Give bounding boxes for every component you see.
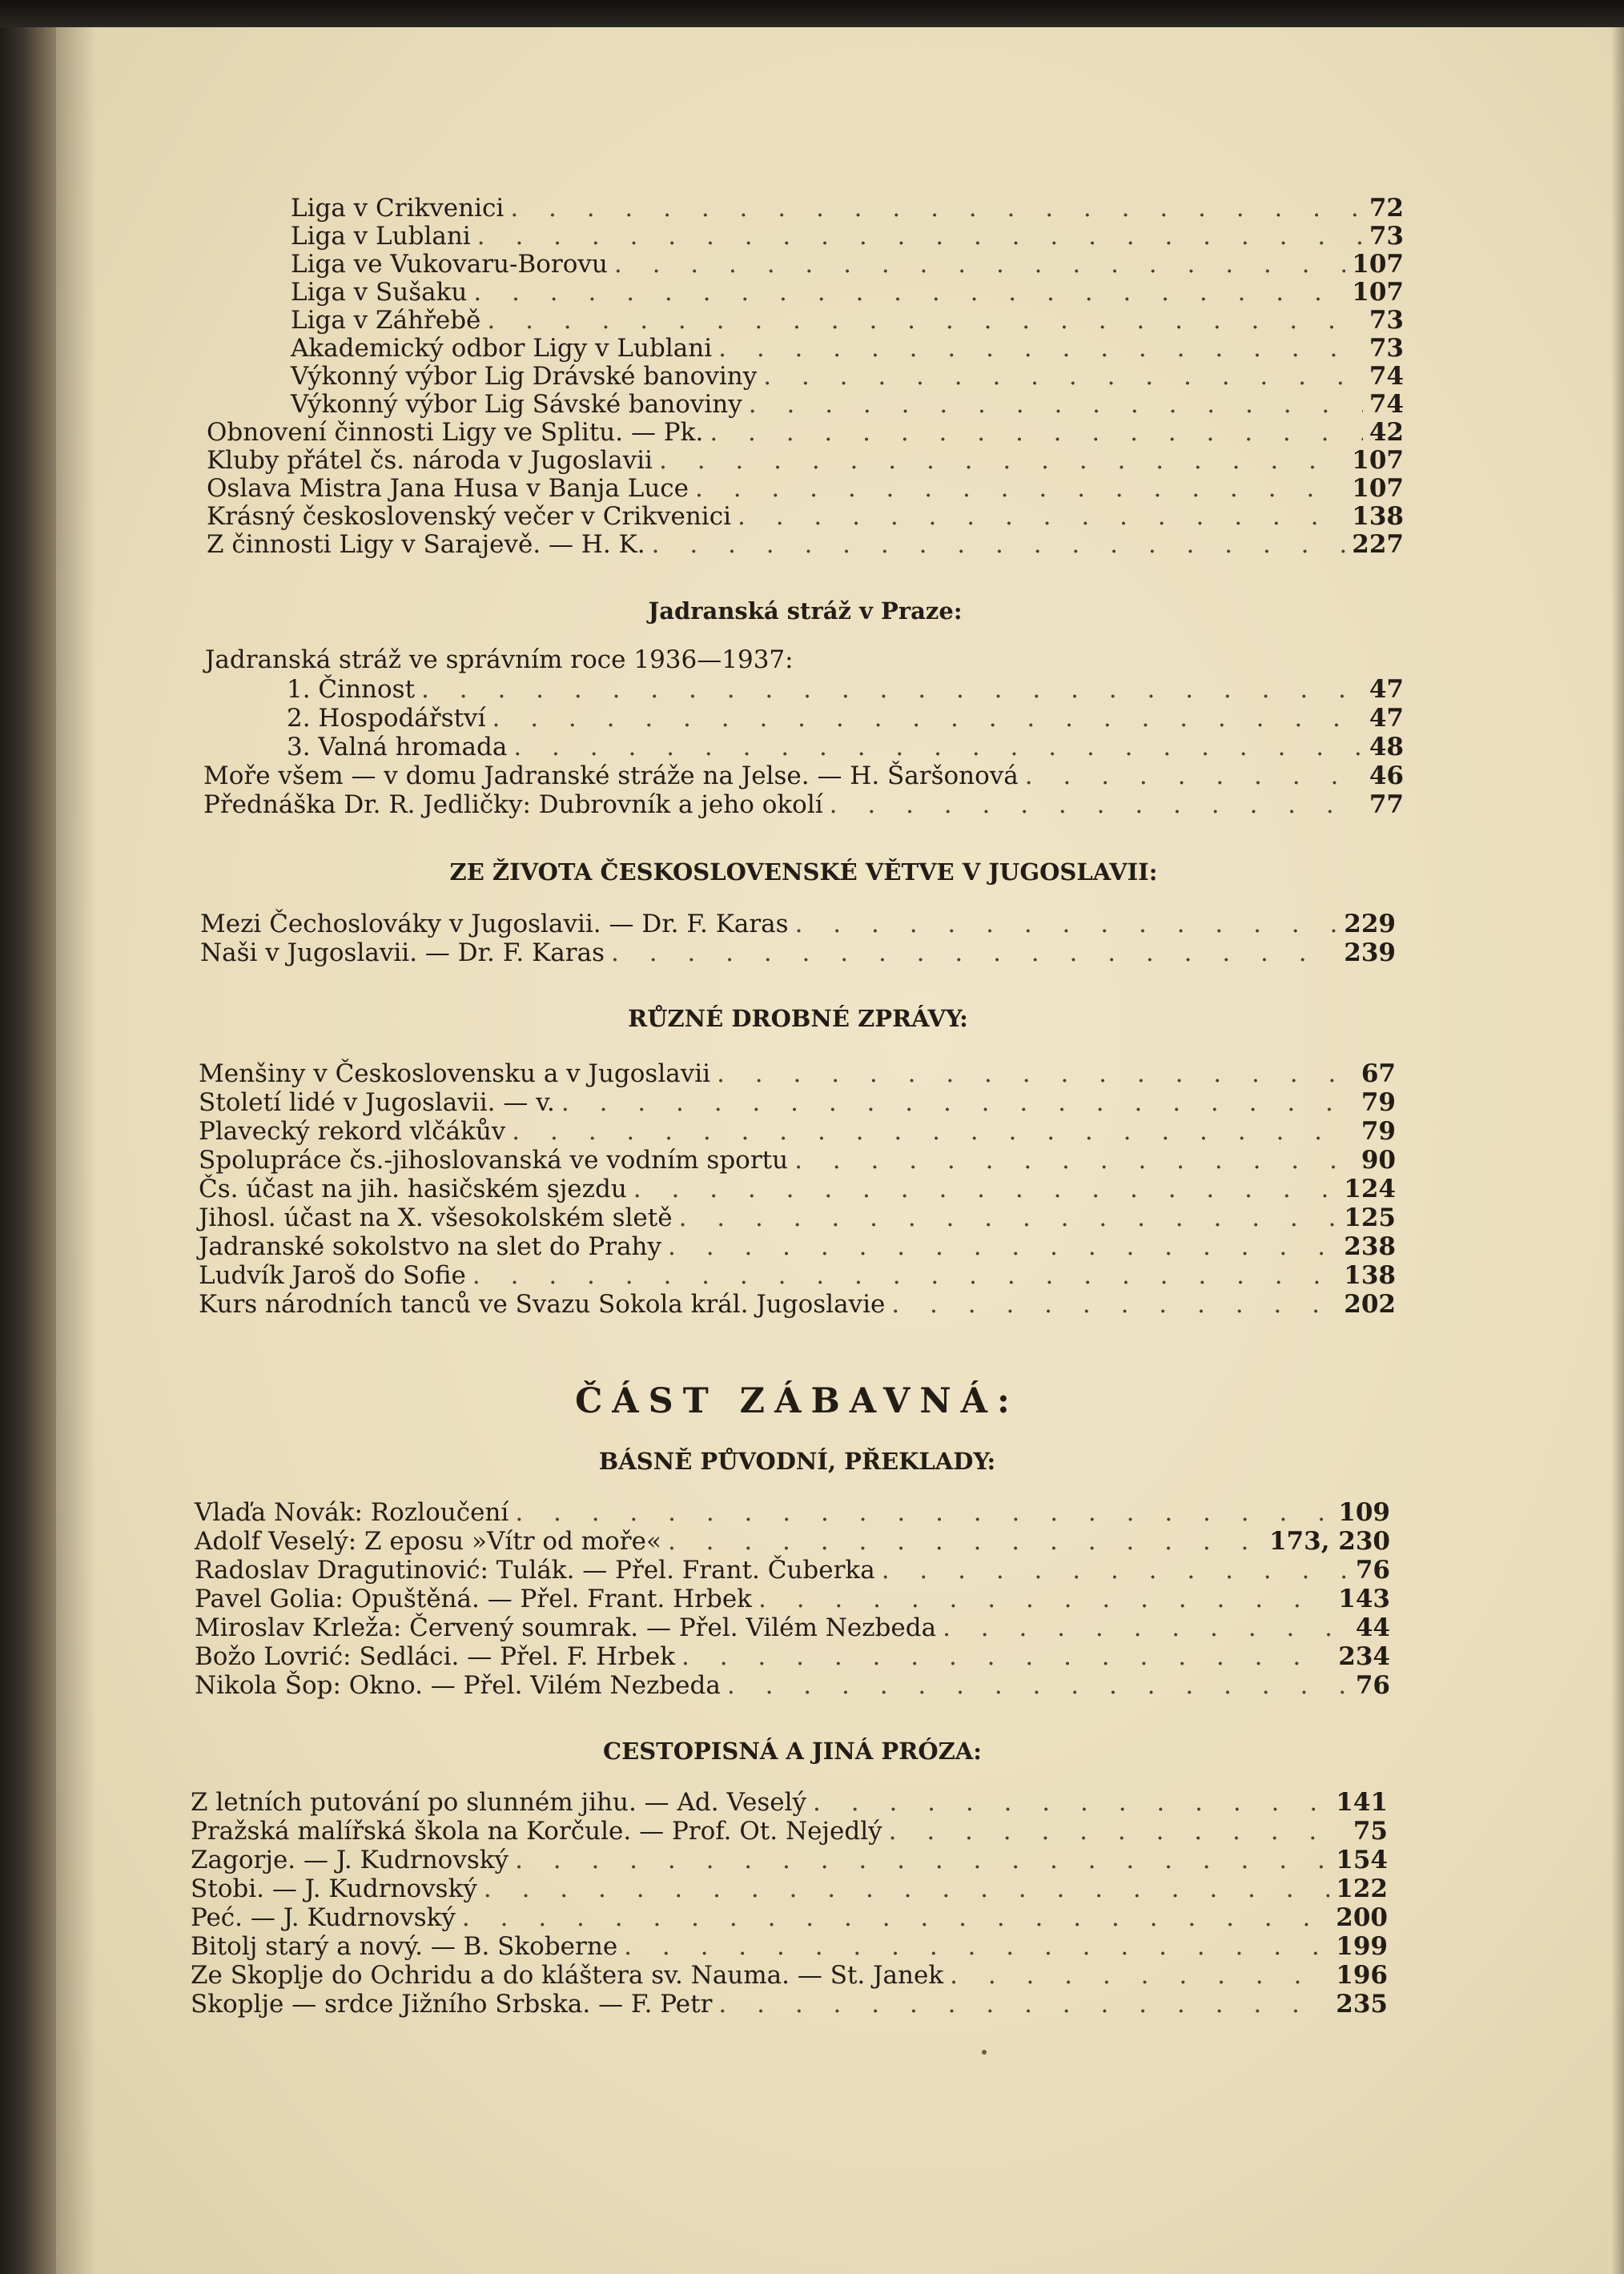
toc-entry	[207, 418, 1404, 447]
leader-dots	[882, 1556, 1349, 1585]
toc-entry	[291, 278, 1404, 307]
entry-page: 76	[1355, 1556, 1390, 1585]
toc-entry	[199, 1146, 1396, 1175]
leader-dots	[477, 222, 1363, 251]
entry-title: Bitolj starý a nový. — B. Skoberne	[191, 1932, 618, 1961]
leader-dots	[611, 938, 1337, 967]
entry-page: 141	[1336, 1788, 1388, 1817]
book-spine	[0, 0, 56, 2274]
toc-entry	[195, 1642, 1390, 1671]
toc-entry	[291, 250, 1404, 279]
entry-page: 227	[1352, 530, 1404, 559]
entry-title: Nikola Šop: Okno. — Přel. Vilém Nezbeda	[195, 1671, 721, 1700]
entry-page: 234	[1338, 1642, 1390, 1671]
entry-title: Liga v Lublani	[291, 222, 471, 251]
entry-title: Radoslav Dragutinović: Tulák. — Přel. Frant. Čuberka	[195, 1556, 875, 1585]
toc-entry	[291, 362, 1404, 391]
leader-dots	[950, 1961, 1329, 1990]
entry-title: Spolupráce čs.-jihoslovanská ve vodním sportu	[199, 1146, 789, 1175]
entry-title: Krásný československý večer v Crikvenici	[207, 502, 731, 531]
toc-entry	[287, 675, 1404, 704]
entry-title: Stobi. — J. Kudrnovský	[191, 1874, 477, 1903]
entry-title: Miroslav Krleža: Červený soumrak. — Přel. Vilém Nezbeda	[195, 1613, 937, 1642]
leader-dots	[472, 1261, 1337, 1290]
entry-page: 107	[1352, 474, 1404, 503]
entry-title: Menšiny v Československu a v Jugoslavii	[199, 1059, 711, 1088]
entry-page: 73	[1369, 306, 1404, 335]
entry-page: 48	[1369, 733, 1404, 761]
right-edge	[1611, 27, 1624, 2274]
entry-title: 3. Valná hromada	[287, 733, 508, 761]
entry-title: Pavel Golia: Opuštěná. — Přel. Frant. Hrbek	[195, 1585, 752, 1613]
entry-page: 76	[1355, 1671, 1390, 1700]
leader-dots	[717, 1059, 1355, 1088]
toc-entry	[199, 1203, 1396, 1232]
entry-title: Plavecký rekord vlčákův	[199, 1117, 506, 1146]
leader-dots	[758, 1585, 1332, 1613]
entry-title: Oslava Mistra Jana Husa v Banja Luce	[207, 474, 689, 503]
toc-entry	[191, 1990, 1388, 2019]
entry-page: 122	[1336, 1874, 1388, 1903]
entry-page: 229	[1344, 910, 1396, 938]
entry-title: Adolf Veselý: Z eposu »Vítr od moře«	[195, 1527, 661, 1556]
leader-dots	[891, 1290, 1337, 1319]
gutter-shadow	[56, 27, 96, 2274]
toc-entry	[199, 1261, 1396, 1290]
toc-entry	[195, 1498, 1390, 1527]
toc-entry	[291, 306, 1404, 335]
entry-title: Ze Skoplje do Ochridu a do kláštera sv. Nauma. — St. Janek	[191, 1961, 944, 1990]
toc-entry	[287, 733, 1404, 761]
toc-entry	[191, 1846, 1388, 1874]
entry-title: Kurs národních tanců ve Svazu Sokola král. Jugoslavie	[199, 1290, 886, 1319]
toc-entry	[195, 1556, 1390, 1585]
toc-entry	[291, 334, 1404, 363]
leader-dots	[943, 1613, 1349, 1642]
leader-dots	[473, 278, 1345, 307]
entry-title: Pražská malířská škola na Korčule. — Prof. Ot. Nejedlý	[191, 1817, 882, 1846]
entry-title: Zagorje. — J. Kudrnovský	[191, 1846, 509, 1874]
entry-page: 74	[1369, 362, 1404, 391]
toc-entry	[199, 1059, 1396, 1088]
toc-entry	[199, 1175, 1396, 1203]
entry-page: 42	[1369, 418, 1404, 447]
entry-title: Mezi Čechoslováky v Jugoslavii. — Dr. F. Karas	[200, 910, 789, 938]
toc-entry	[199, 1088, 1396, 1117]
leader-dots	[515, 1846, 1329, 1874]
toc-entry	[191, 1788, 1388, 1817]
entry-page: 138	[1344, 1261, 1396, 1290]
leader-dots	[624, 1932, 1329, 1961]
section-heading: BÁSNĚ PŮVODNÍ, PŘEKLADY:	[598, 1448, 996, 1475]
entry-title: Božo Lovrić: Sedláci. — Přel. F. Hrbek	[195, 1642, 675, 1671]
toc-entry	[199, 1290, 1396, 1319]
entry-title: Jihosl. účast na X. všesokolském sletě	[199, 1203, 673, 1232]
entry-page: 74	[1369, 390, 1404, 419]
leader-dots	[652, 530, 1346, 559]
entry-page: 44	[1355, 1613, 1390, 1642]
leader-dots	[695, 474, 1345, 503]
toc-entry	[207, 502, 1404, 531]
entry-title: Výkonný výbor Lig Drávské banoviny	[291, 362, 758, 391]
toc-entry	[200, 910, 1396, 938]
top-edge	[0, 0, 1624, 27]
entry-page: 173, 230	[1268, 1527, 1390, 1556]
entry-title: Skoplje — srdce Jižního Srbska. — F. Petr	[191, 1990, 713, 2019]
entry-title: Výkonný výbor Lig Sávské banoviny	[291, 390, 742, 419]
section-heading: RŮZNÉ DROBNÉ ZPRÁVY:	[628, 1005, 968, 1032]
entry-title: Akademický odbor Ligy v Lublani	[291, 334, 713, 363]
toc-entry	[199, 1117, 1396, 1146]
section-heading: CESTOPISNÁ A JINÁ PRÓZA:	[603, 1738, 982, 1765]
leader-dots	[679, 1203, 1338, 1232]
entry-page: 124	[1344, 1175, 1396, 1203]
toc-entry	[207, 474, 1404, 503]
leader-dots	[794, 1146, 1355, 1175]
toc-entry	[207, 446, 1404, 475]
entry-title: Peć. — J. Kudrnovský	[191, 1903, 456, 1932]
leader-dots	[510, 194, 1363, 223]
toc-entry	[203, 761, 1404, 790]
leader-dots	[668, 1527, 1263, 1556]
entry-title: Jadranská stráž ve správním roce 1936—1937:	[205, 645, 794, 674]
leader-dots	[462, 1903, 1329, 1932]
entry-page: 47	[1369, 675, 1404, 704]
leader-dots	[668, 1232, 1337, 1261]
entry-page: 125	[1344, 1203, 1396, 1232]
entry-title: Obnovení činnosti Ligy ve Splitu. — Pk.	[207, 418, 704, 447]
toc-entry	[287, 704, 1404, 733]
entry-page: 75	[1353, 1817, 1388, 1846]
entry-page: 196	[1336, 1961, 1388, 1990]
leader-dots	[515, 1498, 1332, 1527]
entry-page: 107	[1352, 278, 1404, 307]
leader-dots	[681, 1642, 1332, 1671]
toc-intro-line	[205, 645, 1404, 674]
leader-dots	[1025, 761, 1363, 790]
part-heading: ČÁST ZÁBAVNÁ:	[575, 1381, 1019, 1421]
entry-page: 143	[1338, 1585, 1390, 1613]
toc-entry	[195, 1613, 1390, 1642]
entry-title: Z letních putování po slunném jihu. — Ad. Veselý	[191, 1788, 807, 1817]
leader-dots	[492, 704, 1362, 733]
entry-title: Naši v Jugoslavii. — Dr. F. Karas	[200, 938, 605, 967]
entry-page: 90	[1361, 1146, 1396, 1175]
toc-entry	[195, 1527, 1390, 1556]
toc-entry	[195, 1671, 1390, 1700]
entry-page: 138	[1352, 502, 1404, 531]
leader-dots	[718, 334, 1363, 363]
toc-entry	[200, 938, 1396, 967]
toc-entry	[191, 1961, 1388, 1990]
toc-entry	[199, 1232, 1396, 1261]
entry-title: Přednáška Dr. R. Jedličky: Dubrovník a jeho okolí	[203, 790, 823, 819]
entry-title: Liga v Záhřebě	[291, 306, 481, 335]
leader-dots	[727, 1671, 1349, 1700]
leader-dots	[795, 910, 1338, 938]
entry-title: Ludvík Jaroš do Sofie	[199, 1261, 466, 1290]
entry-page: 107	[1352, 446, 1404, 475]
entry-title: Moře všem — v domu Jadranské stráže na Jelse. — H. Šaršonová	[203, 761, 1019, 790]
leader-dots	[709, 418, 1363, 447]
toc-entry	[203, 790, 1404, 819]
leader-dots	[830, 790, 1363, 819]
entry-page: 238	[1344, 1232, 1396, 1261]
entry-title: Liga v Crikvenici	[291, 194, 504, 223]
entry-page: 199	[1336, 1932, 1388, 1961]
entry-page: 202	[1344, 1290, 1396, 1319]
leader-dots	[749, 390, 1363, 419]
leader-dots	[633, 1175, 1337, 1203]
toc-entry	[191, 1874, 1388, 1903]
leader-dots	[513, 733, 1363, 761]
leader-dots	[614, 250, 1345, 279]
leader-dots	[889, 1817, 1347, 1846]
entry-title: Čs. účast na jih. hasičském sjezdu	[199, 1175, 627, 1203]
entry-page: 73	[1369, 222, 1404, 251]
entry-title: Jadranské sokolstvo na slet do Prahy	[199, 1232, 662, 1261]
toc-entry	[195, 1585, 1390, 1613]
entry-page: 77	[1369, 790, 1404, 819]
entry-page: 154	[1336, 1846, 1388, 1874]
leader-dots	[487, 306, 1362, 335]
paper-speck	[982, 2050, 987, 2055]
leader-dots	[763, 362, 1363, 391]
entry-title: 1. Činnost	[287, 675, 416, 704]
leader-dots	[718, 1990, 1329, 2019]
entry-page: 72	[1369, 194, 1404, 223]
entry-page: 73	[1369, 334, 1404, 363]
leader-dots	[561, 1088, 1355, 1117]
leader-dots	[659, 446, 1345, 475]
leader-dots	[512, 1117, 1355, 1146]
entry-title: Vlaďa Novák: Rozloučení	[195, 1498, 509, 1527]
toc-entry	[191, 1903, 1388, 1932]
toc-entry	[291, 222, 1404, 251]
entry-page: 107	[1352, 250, 1404, 279]
entry-title: Z činnosti Ligy v Sarajevě. — H. K.	[207, 530, 645, 559]
leader-dots	[421, 675, 1363, 704]
toc-entry	[207, 530, 1404, 559]
entry-page: 79	[1361, 1117, 1396, 1146]
entry-page: 109	[1338, 1498, 1390, 1527]
toc-entry	[291, 194, 1404, 223]
leader-dots	[484, 1874, 1329, 1903]
entry-title: 2. Hospodářství	[287, 704, 486, 733]
section-heading: Jadranská stráž v Praze:	[648, 597, 963, 625]
entry-title: Kluby přátel čs. národa v Jugoslavii	[207, 446, 653, 475]
section-heading: ZE ŽIVOTA ČESKOSLOVENSKÉ VĚTVE V JUGOSLAVII:	[449, 858, 1158, 886]
entry-page: 46	[1369, 761, 1404, 790]
toc-entry	[191, 1932, 1388, 1961]
leader-dots	[813, 1788, 1329, 1817]
toc-entry	[191, 1817, 1388, 1846]
entry-title: Liga v Sušaku	[291, 278, 468, 307]
leader-dots	[738, 502, 1345, 531]
entry-page: 79	[1361, 1088, 1396, 1117]
entry-page: 235	[1336, 1990, 1388, 2019]
entry-page: 200	[1336, 1903, 1388, 1932]
entry-page: 47	[1369, 704, 1404, 733]
entry-title: Století lidé v Jugoslavii. — v.	[199, 1088, 555, 1117]
toc-entry	[291, 390, 1404, 419]
entry-page: 239	[1344, 938, 1396, 967]
entry-title: Liga ve Vukovaru-Borovu	[291, 250, 608, 279]
entry-page: 67	[1361, 1059, 1396, 1088]
